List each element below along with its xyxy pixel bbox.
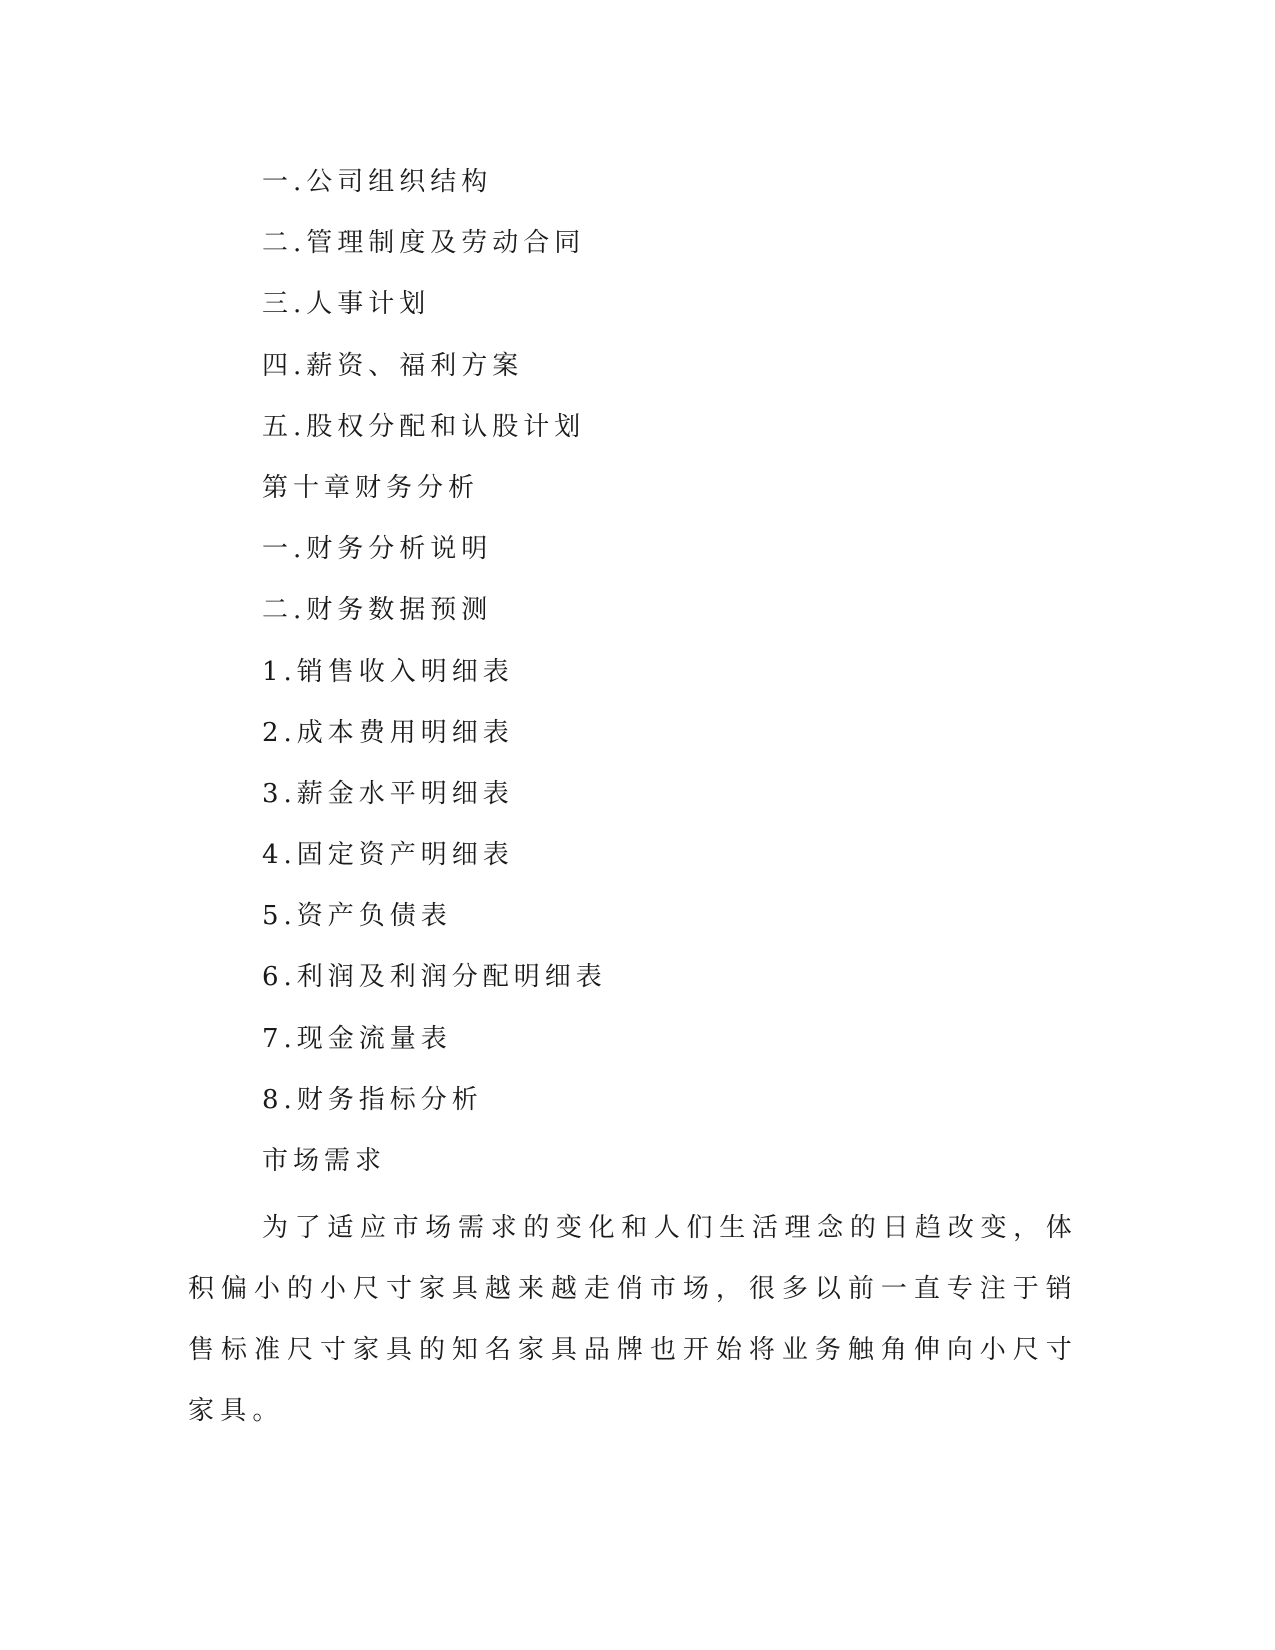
chapter-heading: 第十章财务分析	[262, 472, 480, 503]
outline-item: 8.财务指标分析	[262, 1084, 483, 1115]
outline-item: 4.固定资产明细表	[262, 840, 514, 871]
outline-item: 三.人事计划	[262, 289, 431, 320]
section-heading: 市场需求	[262, 1146, 387, 1176]
outline-item: 四.薪资、福利方案	[262, 350, 524, 381]
outline-item: 1.销售收入明细表	[262, 656, 514, 687]
outline-item: 二.财务数据预测	[262, 595, 493, 626]
outline-list	[262, 164, 607, 1204]
outline-item: 3.薪金水平明细表	[262, 778, 514, 809]
outline-item: 5.资产负债表	[262, 901, 452, 932]
outline-item: 7.现金流量表	[262, 1023, 452, 1054]
outline-item: 一.公司组织结构	[262, 167, 493, 197]
outline-item: 一.财务分析说明	[262, 534, 493, 565]
outline-item: 6.利润及利润分配明细表	[262, 962, 607, 993]
outline-item: 五.股权分配和认股计划	[262, 411, 586, 442]
outline-item: 二.管理制度及劳动合同	[262, 228, 586, 259]
body-paragraph: 为了适应市场需求的变化和人们生活理念的日趋改变，体积偏小的小尺寸家具越来越走俏市场，很多以前一直专注于销售标准尺寸家具的知名家具品牌也开始将业务触角伸向小尺寸家具。	[188, 1213, 1078, 1426]
outline-item: 2.成本费用明细表	[262, 717, 514, 748]
